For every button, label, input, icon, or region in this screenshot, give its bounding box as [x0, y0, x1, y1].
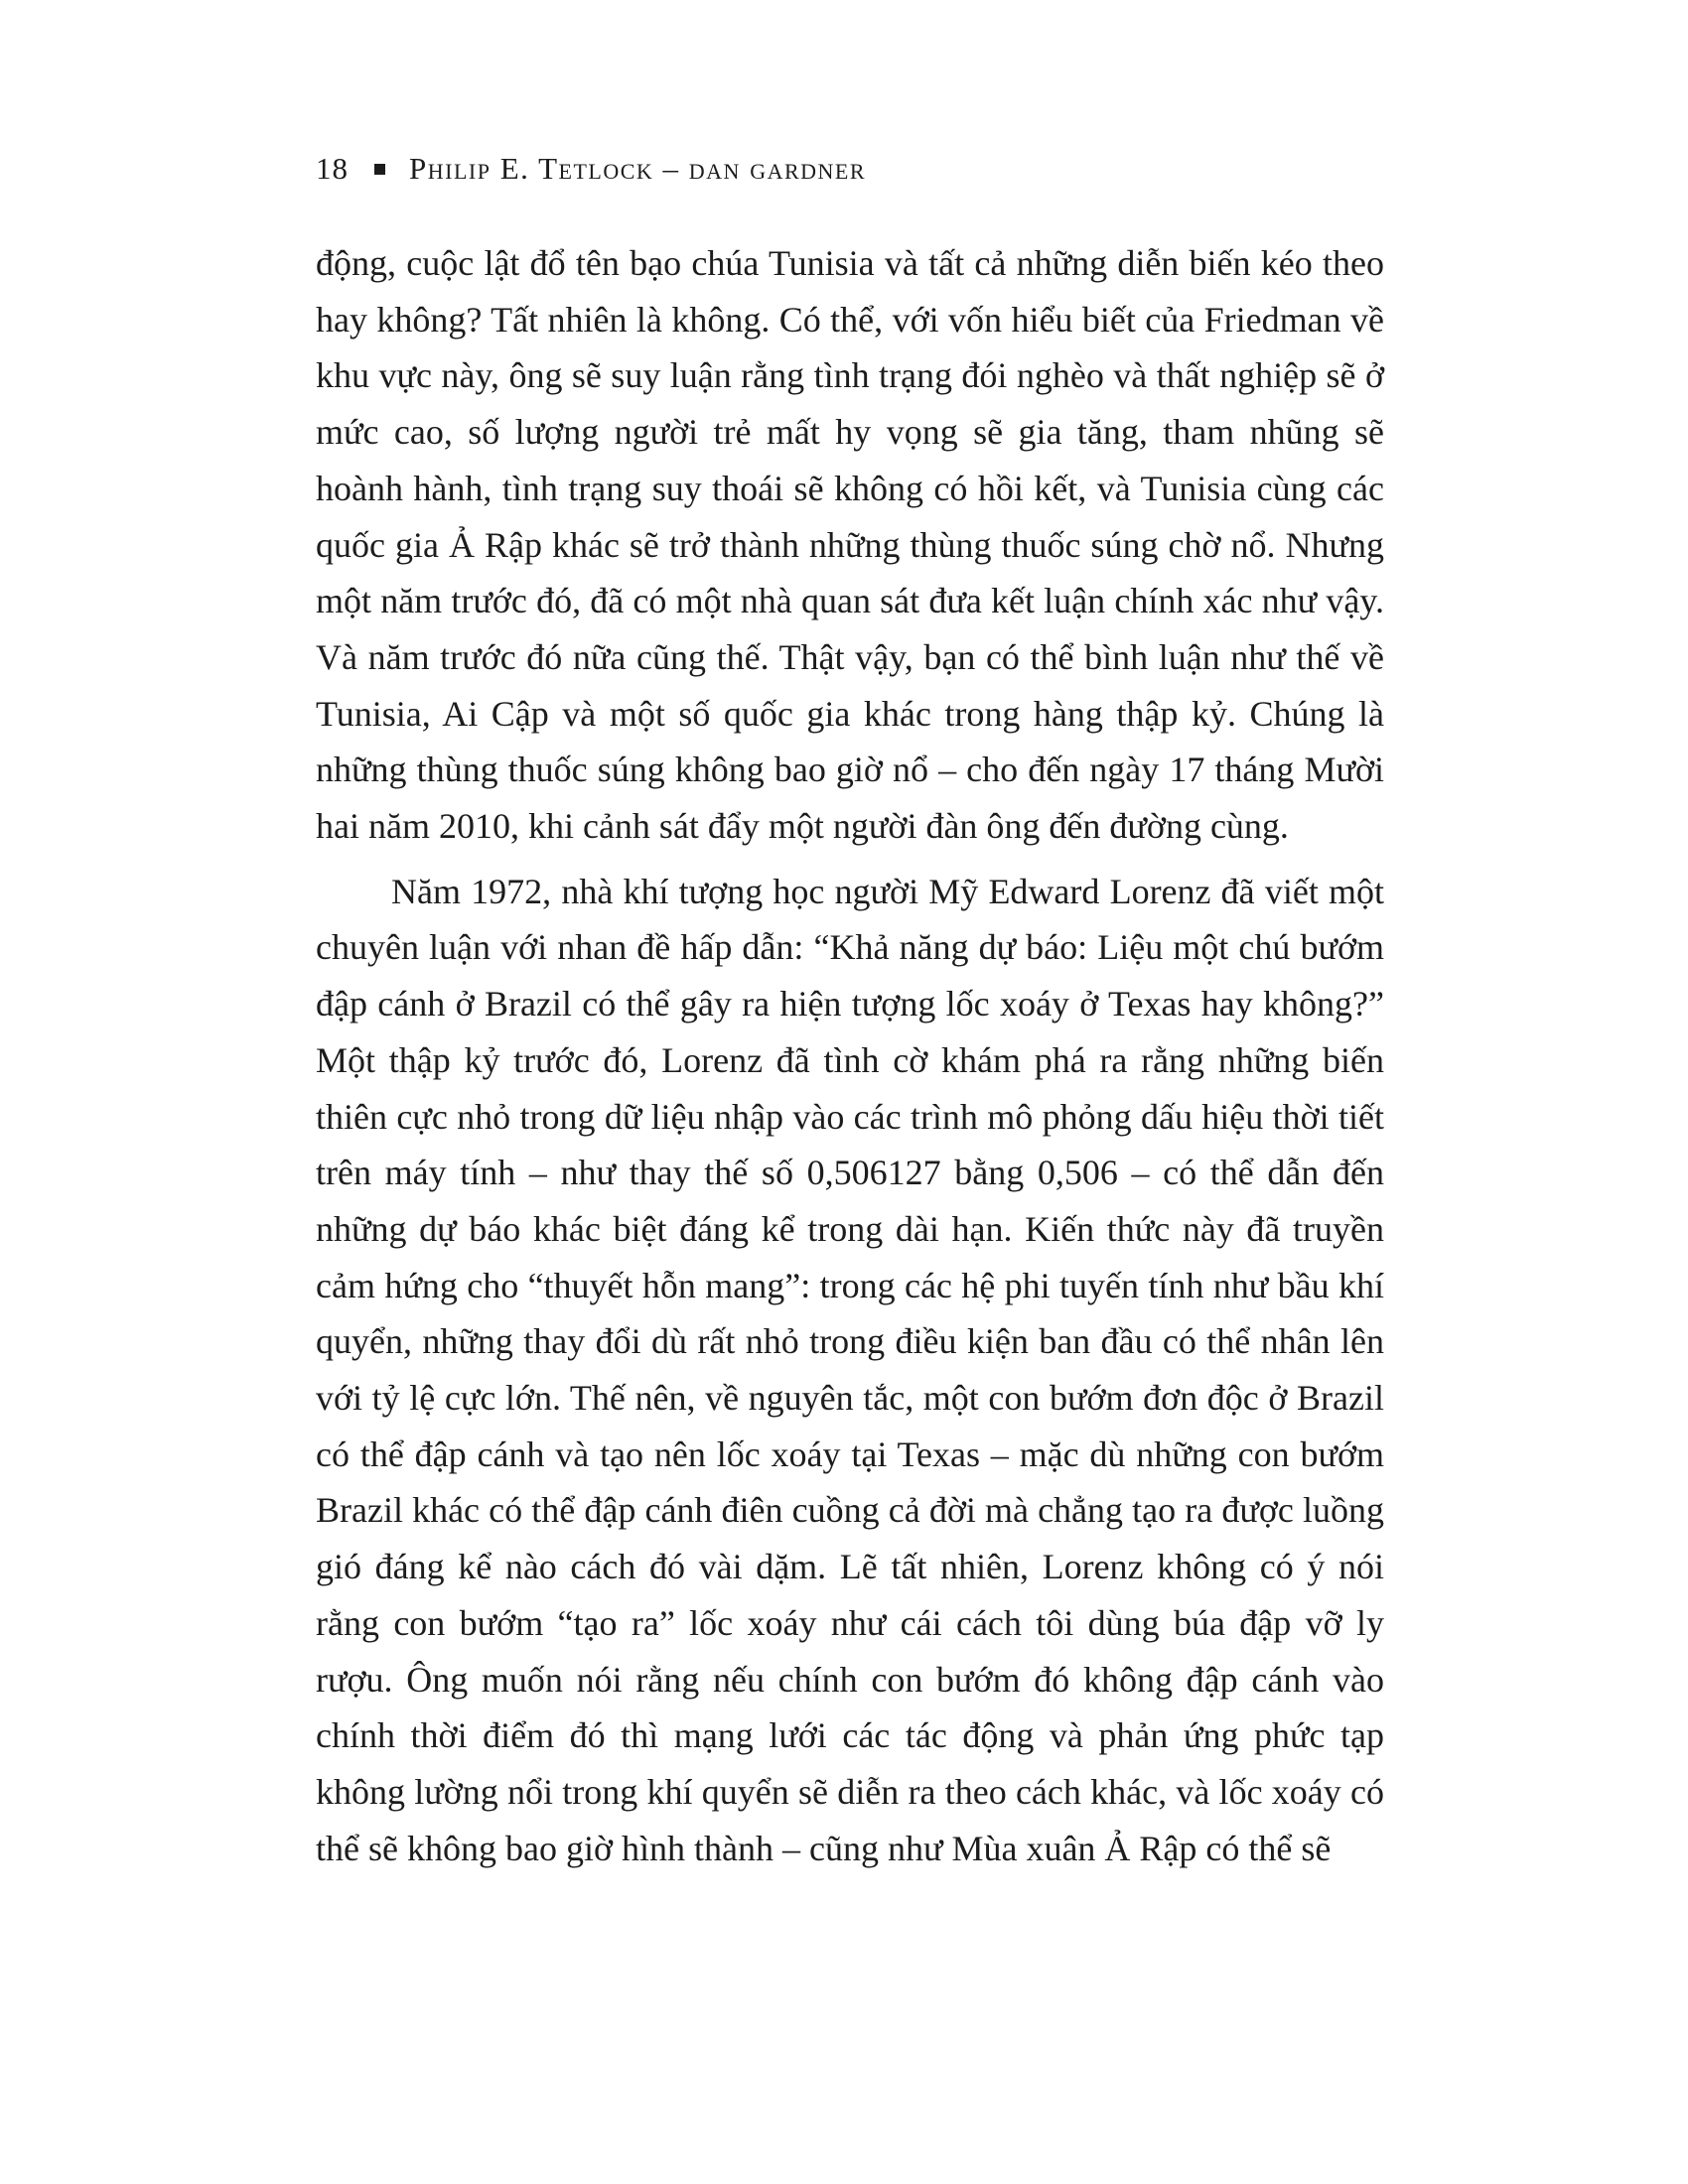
square-bullet-icon — [374, 164, 385, 175]
paragraph-continued: động, cuộc lật đổ tên bạo chúa Tunisia và tất cả những diễn biến kéo theo hay không? Tất nhiên là không. Có thể, với vốn hiểu biết của Friedman về khu vực này, ông sẽ suy luận rằng tình trạng đói nghèo và thất nghiệp sẽ ở mức cao, số lượng người trẻ mất hy vọng sẽ gia tăng, tham nhũng sẽ hoành hành, tình trạng suy thoái sẽ không có hồi kết, và Tunisia cùng các quốc gia Ả Rập khác sẽ trở thành những thùng thuốc súng chờ nổ. Nhưng một năm trước đó, đã có một nhà quan sát đưa kết luận chính xác như vậy. Và năm trước đó nữa cũng thế. Thật vậy, bạn có thể bình luận như thế về Tunisia, Ai Cập và một số quốc gia khác trong hàng thập kỷ. Chúng là những thùng thuốc súng không bao giờ nổ – cho đến ngày 17 tháng Mười hai năm 2010, khi cảnh sát đẩy một người đàn ông đến đường cùng. — [316, 243, 1384, 847]
paragraph: Năm 1972, nhà khí tượng học người Mỹ Edward Lorenz đã viết một chuyên luận với nhan đề hấp dẫn: “Khả năng dự báo: Liệu một chú bướm đập cánh ở Brazil có thể gây ra hiện tượng lốc xoáy ở Texas hay không?” Một thập kỷ trước đó, Lorenz đã tình cờ khám phá ra rằng những biến thiên cực nhỏ trong dữ liệu nhập vào các trình mô phỏng dấu hiệu thời tiết trên máy tính – như thay thế số 0,506127 bằng 0,506 – có thể dẫn đến những dự báo khác biệt đáng kể trong dài hạn. Kiến thức này đã truyền cảm hứng cho “thuyết hỗn mang”: trong các hệ phi tuyến tính như bầu khí quyển, những thay đổi dù rất nhỏ trong điều kiện ban đầu có thể nhân lên với tỷ lệ cực lớn. Thế nên, về nguyên tắc, một con bướm đơn độc ở Brazil có thể đập cánh và tạo nên lốc xoáy tại Texas – mặc dù những con bướm Brazil khác có thể đập cánh điên cuồng cả đời mà chẳng tạo ra được luồng gió đáng kể nào cách đó vài dặm. Lẽ tất nhiên, Lorenz không có ý nói rằng con bướm “tạo ra” lốc xoáy như cái cách tôi dùng búa đập vỡ ly rượu. Ông muốn nói rằng nếu chính con bướm đó không đập cánh vào chính thời điểm đó thì mạng lưới các tác động và phản ứng phức tạp không lường nổi trong khí quyển sẽ diễn ra theo cách khác, và lốc xoáy có thể sẽ không bao giờ hình thành – cũng như Mùa xuân Ả Rập có thể sẽ — [316, 871, 1384, 1868]
body-text — [316, 235, 1384, 1876]
running-header-authors: Philip E. Tetlock – dan gardner — [409, 151, 867, 186]
page-number: 18 — [316, 151, 349, 186]
running-header — [316, 149, 866, 189]
